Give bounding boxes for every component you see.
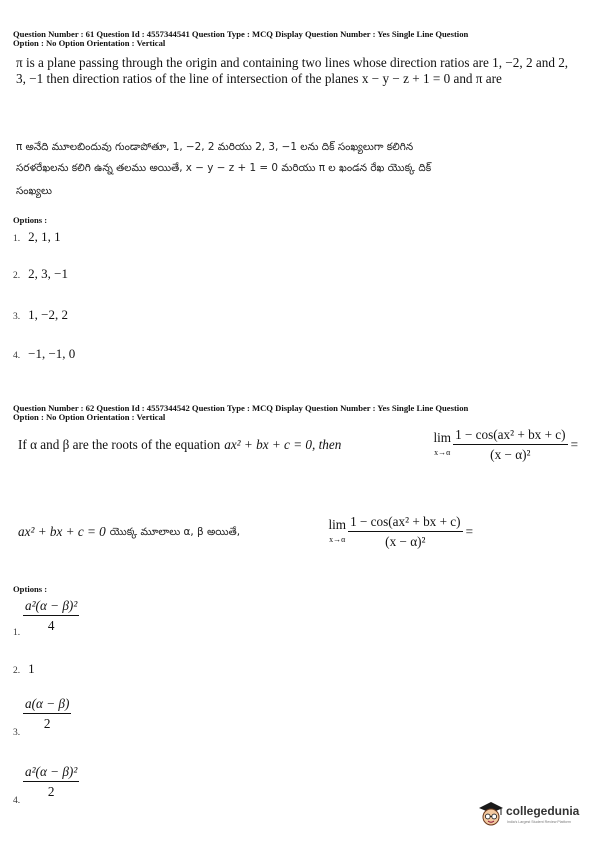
q62-telugu-limit-fraction	[348, 514, 463, 551]
q62-option-1-number: 1.	[13, 628, 21, 638]
collegedunia-logo	[476, 794, 588, 834]
q62-options-label: Options :	[13, 584, 48, 594]
q62-telugu-limit-operator	[328, 517, 346, 549]
logo-wordmark: collegedunia	[506, 804, 580, 818]
q62-telugu-limit-denominator: (x − α)²	[385, 534, 426, 550]
q62-option-3-number: 3.	[13, 728, 21, 738]
q62-telugu-equals-sign: =	[465, 524, 473, 540]
q61-option-2-number: 2.	[13, 271, 21, 281]
q61-option-4-number: 4.	[13, 351, 21, 361]
q61-option-3-number: 3.	[13, 312, 21, 322]
q62-option-3[interactable]	[13, 694, 133, 740]
q61-option-1[interactable]	[13, 228, 61, 246]
q62-option-2[interactable]	[13, 660, 35, 678]
q62-telugu-limit-numerator: 1 − cos(ax² + bx + c)	[348, 514, 463, 532]
q61-header-line1: Question Number : 61 Question Id : 4557344541 Question Type : MCQ Display Question Number : Yes Single Line Question	[13, 29, 469, 39]
q61-option-4[interactable]	[13, 345, 75, 363]
q62-telugu-lim-text: lim	[328, 516, 347, 532]
q61-telugu-line3: సంఖ్యలు	[16, 185, 53, 197]
q62-option-4-denominator: 2	[47, 784, 55, 800]
q62-option-1[interactable]	[13, 598, 133, 644]
q62-option-1-numerator: a²(α − β)²	[23, 598, 79, 616]
logo-tagline: India's Largest Student Review Platform	[507, 820, 571, 824]
q62-telugu-equation: ax² + bx + c = 0	[18, 524, 106, 540]
q62-english-prefix: If α and β are the roots of the equation	[18, 437, 221, 453]
q62-english-line	[18, 427, 578, 464]
q62-option-2-number: 2.	[13, 666, 21, 676]
q62-telugu-text: యొక్క మూలాలు α, β అయితే,	[109, 526, 241, 539]
q62-telugu-lim-subscript: x→α	[329, 534, 346, 544]
q62-option-3-numerator: a(α − β)	[23, 696, 71, 714]
q62-limit-denominator: (x − α)²	[490, 447, 531, 463]
q62-option-4-number: 4.	[13, 796, 21, 806]
q61-header-line2: Option : No Option Orientation : Vertical	[13, 38, 166, 48]
q62-lim-subscript: x→α	[434, 447, 451, 457]
q62-equals-sign: =	[570, 437, 578, 453]
q61-option-1-text: 2, 1, 1	[28, 229, 61, 244]
q62-limit-numerator: 1 − cos(ax² + bx + c)	[453, 427, 568, 445]
q62-option-1-denominator: 4	[47, 618, 55, 634]
q61-option-2-text: 2, 3, −1	[28, 266, 68, 281]
q61-option-1-number: 1.	[13, 234, 21, 244]
q62-option-2-text: 1	[28, 661, 35, 676]
graduate-mascot-icon	[476, 798, 506, 828]
q62-option-1-fraction	[23, 598, 79, 635]
q62-english-equation: ax² + bx + c = 0, then	[224, 437, 342, 453]
q61-english-text: π is a plane passing through the origin and containing two lines whose direction ratios are 1, −2, 2 and 2, 3, −1 then direction ratios of the line of intersection of the planes x − y − z + 1 = 0 and π are	[16, 55, 569, 87]
q62-limit-operator	[433, 430, 451, 462]
q62-option-4[interactable]	[13, 764, 133, 810]
q61-option-3-text: 1, −2, 2	[28, 307, 68, 322]
q61-telugu-line2: సరళరేఖలను కలిగి ఉన్న తలము అయితే, x − y − z + 1 = 0 మరియు π ల ఖండన రేఖ యొక్క దిక్	[16, 162, 432, 174]
q61-option-4-text: −1, −1, 0	[28, 346, 76, 361]
q62-header-line2: Option : No Option Orientation : Vertical	[13, 412, 166, 422]
q62-option-4-fraction	[23, 764, 79, 801]
q61-option-2[interactable]	[13, 265, 68, 283]
q62-option-3-denominator: 2	[43, 716, 51, 732]
q62-header-line1: Question Number : 62 Question Id : 4557344542 Question Type : MCQ Display Question Number : Yes Single Line Question	[13, 403, 469, 413]
q61-telugu-line1: π అనేది మూలబిందువు గుండాపోతూ, 1, −2, 2 మరియు 2, 3, −1 లను దిక్ సంఖ్యలుగా కలిగిన	[16, 141, 414, 153]
q62-lim-text: lim	[433, 429, 452, 445]
q61-options-label: Options :	[13, 215, 48, 225]
q62-option-4-numerator: a²(α − β)²	[23, 764, 79, 782]
q62-telugu-line	[18, 514, 473, 551]
q62-limit-fraction	[453, 427, 568, 464]
q61-option-3[interactable]	[13, 306, 68, 324]
q62-option-3-fraction	[23, 696, 71, 733]
